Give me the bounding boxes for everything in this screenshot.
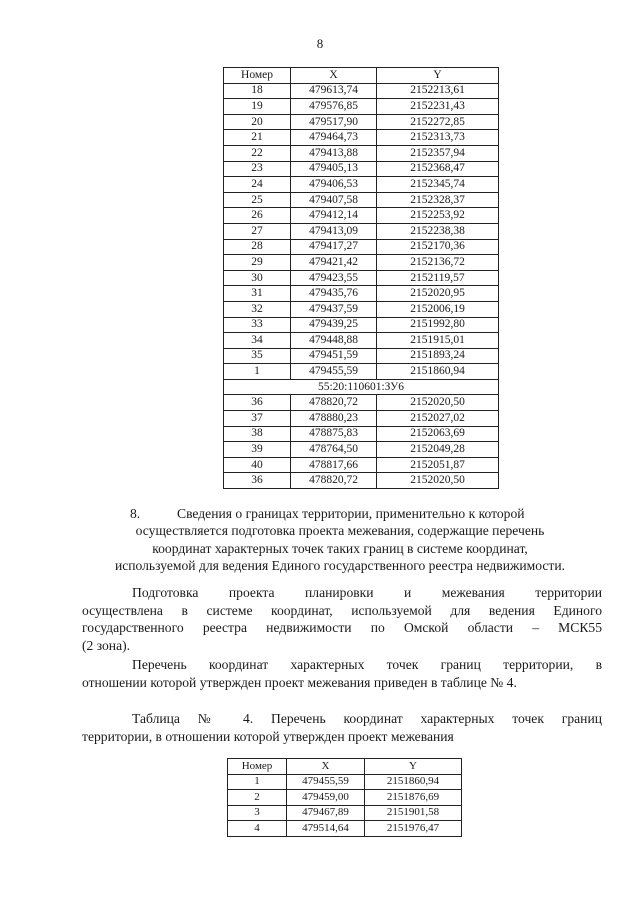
point-number: 35 xyxy=(224,348,291,364)
point-number: 27 xyxy=(224,223,291,239)
x-coordinate: 479406,53 xyxy=(291,177,377,193)
x-coordinate: 479459,00 xyxy=(287,790,365,806)
table-row xyxy=(224,130,499,146)
table-row xyxy=(224,286,499,302)
y-coordinate: 2152136,72 xyxy=(377,255,499,271)
point-number: 40 xyxy=(224,457,291,473)
point-number: 37 xyxy=(224,411,291,427)
paragraph-line: Перечень координат характерных точек границ территории, в xyxy=(132,657,602,672)
x-coordinate: 478764,50 xyxy=(291,442,377,458)
x-coordinate: 479435,76 xyxy=(291,286,377,302)
y-coordinate: 2152328,37 xyxy=(377,192,499,208)
y-coordinate: 2151860,94 xyxy=(365,774,462,790)
x-coordinate: 479407,58 xyxy=(291,192,377,208)
table-row xyxy=(224,114,499,130)
table-row xyxy=(224,177,499,193)
paragraph-line: Подготовка проекта планировки и межевания территории xyxy=(132,585,602,600)
table-header-row xyxy=(228,759,462,775)
x-coordinate: 479413,09 xyxy=(291,223,377,239)
table-row xyxy=(224,239,499,255)
x-coordinate: 479417,27 xyxy=(291,239,377,255)
x-coordinate: 479412,14 xyxy=(291,208,377,224)
point-number: 25 xyxy=(224,192,291,208)
y-coordinate: 2151901,58 xyxy=(365,805,462,821)
table-row xyxy=(224,317,499,333)
table-row xyxy=(224,348,499,364)
table-row xyxy=(228,774,462,790)
x-coordinate: 479514,64 xyxy=(287,821,365,837)
x-coordinate: 479455,59 xyxy=(287,774,365,790)
table-row xyxy=(228,805,462,821)
y-coordinate: 2152357,94 xyxy=(377,145,499,161)
y-coordinate: 2152020,50 xyxy=(377,395,499,411)
section-8-line: Сведения о границах территории, применительно к которой xyxy=(177,506,525,521)
point-number: 24 xyxy=(224,177,291,193)
x-coordinate: 479413,88 xyxy=(291,145,377,161)
table-4-caption xyxy=(82,710,602,745)
x-coordinate: 479455,59 xyxy=(291,364,377,380)
x-coordinate: 479405,13 xyxy=(291,161,377,177)
section-row xyxy=(224,379,499,395)
y-coordinate: 2152272,85 xyxy=(377,114,499,130)
y-coordinate: 2151915,01 xyxy=(377,333,499,349)
point-number: 34 xyxy=(224,333,291,349)
section-8-line: используемой для ведения Единого государственного реестра недвижимости. xyxy=(114,558,566,573)
x-coordinate: 478817,66 xyxy=(291,457,377,473)
x-coordinate: 478875,83 xyxy=(291,426,377,442)
header-y: Y xyxy=(365,759,462,775)
point-number: 21 xyxy=(224,130,291,146)
y-coordinate: 2151992,80 xyxy=(377,317,499,333)
point-number: 30 xyxy=(224,270,291,286)
y-coordinate: 2152213,61 xyxy=(377,83,499,99)
x-coordinate: 479421,42 xyxy=(291,255,377,271)
table-row xyxy=(224,145,499,161)
table-row xyxy=(224,255,499,271)
y-coordinate: 2152119,57 xyxy=(377,270,499,286)
paragraph-coordinate-system xyxy=(82,584,602,654)
y-coordinate: 2152231,43 xyxy=(377,99,499,115)
y-coordinate: 2151976,47 xyxy=(365,821,462,837)
x-coordinate: 479448,88 xyxy=(291,333,377,349)
section-8-line: осуществляется подготовка проекта межевания, содержащие перечень xyxy=(135,523,545,538)
paragraph-line: государственного реестра недвижимости по Омской области – МСК55 xyxy=(82,620,602,635)
table-row xyxy=(224,301,499,317)
point-number: 1 xyxy=(228,774,287,790)
point-number: 19 xyxy=(224,99,291,115)
y-coordinate: 2152170,36 xyxy=(377,239,499,255)
x-coordinate: 479576,85 xyxy=(291,99,377,115)
x-coordinate: 479517,90 xyxy=(291,114,377,130)
paragraph-line: (2 зона). xyxy=(82,637,131,653)
point-number: 20 xyxy=(224,114,291,130)
section-8-heading xyxy=(132,505,602,523)
x-coordinate: 479467,89 xyxy=(287,805,365,821)
y-coordinate: 2152238,38 xyxy=(377,223,499,239)
point-number: 31 xyxy=(224,286,291,302)
point-number: 32 xyxy=(224,301,291,317)
point-number: 23 xyxy=(224,161,291,177)
table-row xyxy=(224,457,499,473)
y-coordinate: 2152051,87 xyxy=(377,457,499,473)
point-number: 18 xyxy=(224,83,291,99)
section-8-continuation xyxy=(70,522,610,575)
coordinates-table-continued xyxy=(223,67,499,489)
section-number: 8. xyxy=(130,506,141,521)
header-x: X xyxy=(287,759,365,775)
table-row xyxy=(224,364,499,380)
table-row xyxy=(228,821,462,837)
header-number: Номер xyxy=(224,68,291,84)
y-coordinate: 2152049,28 xyxy=(377,442,499,458)
x-coordinate: 479423,55 xyxy=(291,270,377,286)
table-row xyxy=(228,790,462,806)
table-row xyxy=(224,83,499,99)
point-number: 22 xyxy=(224,145,291,161)
x-coordinate: 479439,25 xyxy=(291,317,377,333)
header-y: Y xyxy=(377,68,499,84)
table-row xyxy=(224,395,499,411)
x-coordinate: 479451,59 xyxy=(291,348,377,364)
point-number: 29 xyxy=(224,255,291,271)
point-number: 36 xyxy=(224,395,291,411)
table-row xyxy=(224,333,499,349)
point-number: 39 xyxy=(224,442,291,458)
point-number: 1 xyxy=(224,364,291,380)
table-row xyxy=(224,473,499,489)
page-number: 8 xyxy=(316,36,324,51)
parcel-label: 55:20:110601:ЗУ6 xyxy=(224,379,499,395)
header-number: Номер xyxy=(228,759,287,775)
x-coordinate: 478820,72 xyxy=(291,395,377,411)
x-coordinate: 478820,72 xyxy=(291,473,377,489)
section-8-line: координат характерных точек таких границ в системе координат, xyxy=(152,540,528,556)
caption-line: Таблица № 4. Перечень координат характерных точек границ xyxy=(132,711,602,726)
y-coordinate: 2152313,73 xyxy=(377,130,499,146)
point-number: 33 xyxy=(224,317,291,333)
y-coordinate: 2152253,92 xyxy=(377,208,499,224)
point-number: 4 xyxy=(228,821,287,837)
y-coordinate: 2151876,69 xyxy=(365,790,462,806)
table-row xyxy=(224,426,499,442)
table-row xyxy=(224,161,499,177)
point-number: 36 xyxy=(224,473,291,489)
table-header-row xyxy=(224,68,499,84)
y-coordinate: 2151893,24 xyxy=(377,348,499,364)
table-row xyxy=(224,411,499,427)
header-x: X xyxy=(291,68,377,84)
y-coordinate: 2152368,47 xyxy=(377,161,499,177)
point-number: 26 xyxy=(224,208,291,224)
table-row xyxy=(224,223,499,239)
caption-line: территории, в отношении которой утвержден проект межевания xyxy=(82,728,454,744)
point-number: 38 xyxy=(224,426,291,442)
table-row xyxy=(224,208,499,224)
x-coordinate: 479613,74 xyxy=(291,83,377,99)
y-coordinate: 2152020,95 xyxy=(377,286,499,302)
y-coordinate: 2151860,94 xyxy=(377,364,499,380)
table-4 xyxy=(227,758,462,837)
x-coordinate: 478880,23 xyxy=(291,411,377,427)
point-number: 3 xyxy=(228,805,287,821)
y-coordinate: 2152006,19 xyxy=(377,301,499,317)
paragraph-line: осуществлена в системе координат, используемой для ведения Единого xyxy=(82,602,602,618)
table-row xyxy=(224,192,499,208)
paragraph-line: отношении которой утвержден проект межевания приведен в таблице № 4. xyxy=(82,674,517,690)
point-number: 28 xyxy=(224,239,291,255)
x-coordinate: 479464,73 xyxy=(291,130,377,146)
table-row xyxy=(224,99,499,115)
y-coordinate: 2152027,02 xyxy=(377,411,499,427)
table-row xyxy=(224,270,499,286)
y-coordinate: 2152063,69 xyxy=(377,426,499,442)
table-row xyxy=(224,442,499,458)
point-number: 2 xyxy=(228,790,287,806)
paragraph-table-reference xyxy=(82,656,602,691)
x-coordinate: 479437,59 xyxy=(291,301,377,317)
y-coordinate: 2152020,50 xyxy=(377,473,499,489)
y-coordinate: 2152345,74 xyxy=(377,177,499,193)
